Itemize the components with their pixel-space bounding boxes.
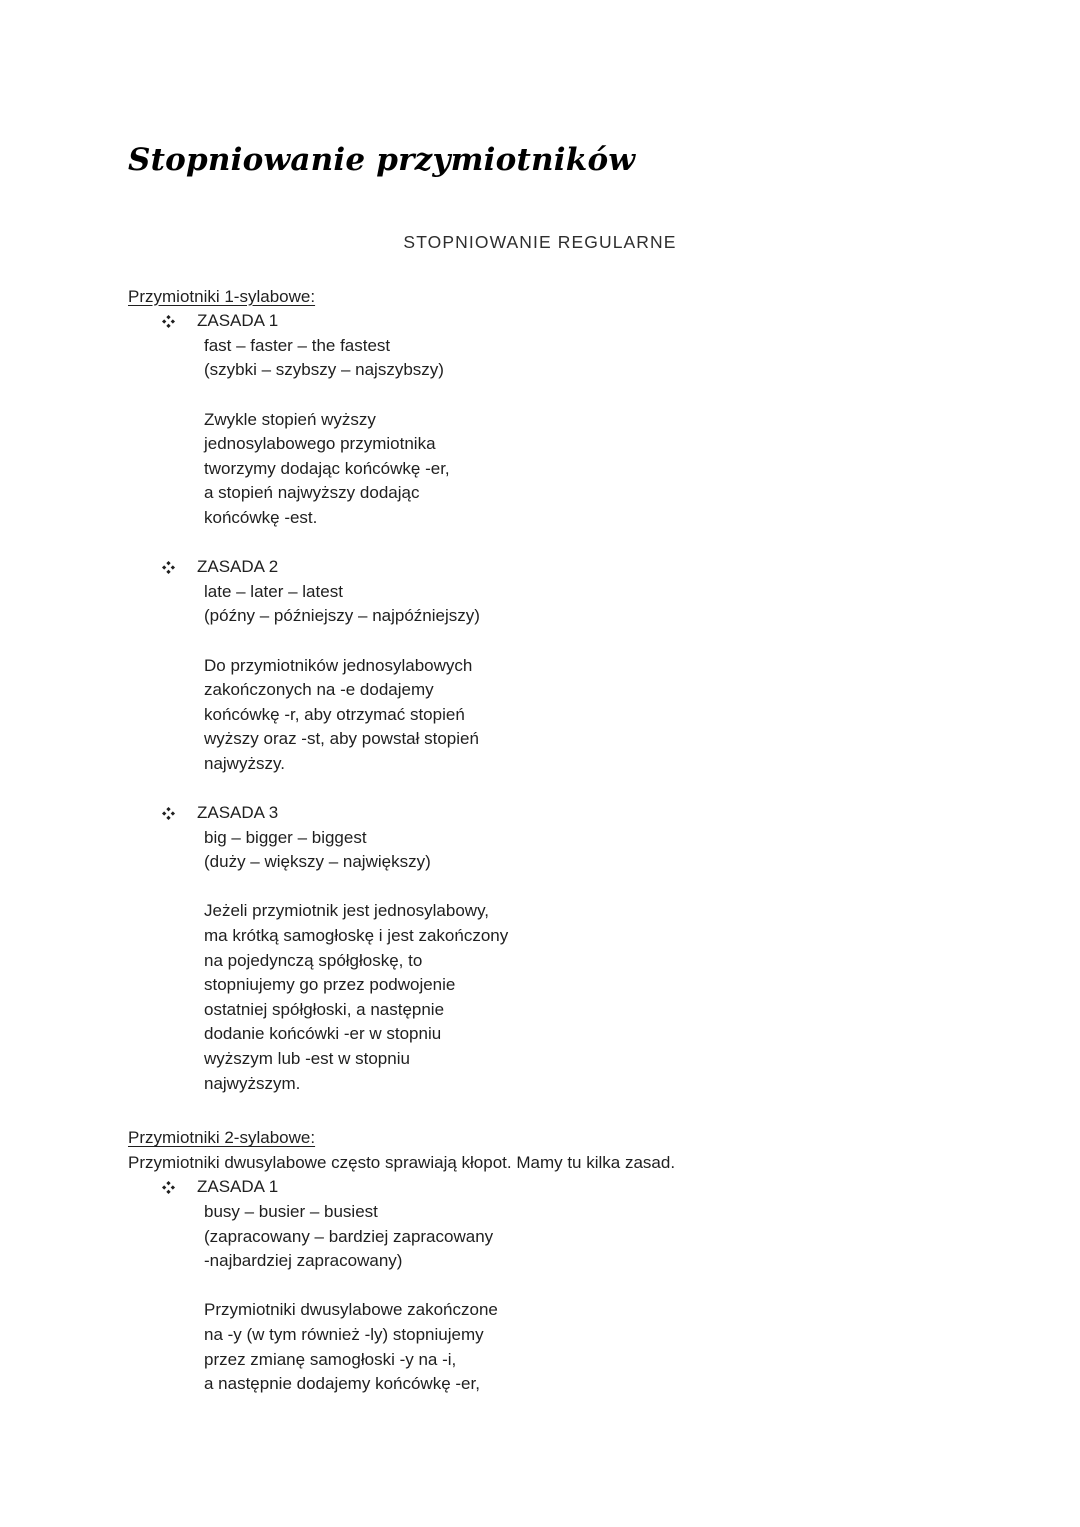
explanation-line: najwyższy. xyxy=(204,753,285,773)
rule-item xyxy=(128,1175,952,1396)
diamond-bullet-icon xyxy=(162,561,175,574)
rule-explanation xyxy=(128,1298,952,1396)
rule-item xyxy=(128,309,952,530)
explanation-line: Zwykle stopień wyższy xyxy=(204,409,376,429)
explanation-line: Przymiotniki dwusylabowe zakończone xyxy=(204,1300,498,1320)
section-2-heading: Przymiotniki 2-sylabowe: xyxy=(128,1128,316,1148)
example-line: (duży – większy – największy) xyxy=(204,852,431,872)
explanation-line: najwyższym. xyxy=(204,1073,301,1093)
explanation-line: ma krótką samogłoskę i jest zakończony xyxy=(204,926,509,946)
explanation-line: na -y (w tym również -ly) stopniujemy xyxy=(204,1324,484,1344)
section-2-syllable xyxy=(128,1126,952,1397)
diamond-bullet-icon xyxy=(162,1181,175,1194)
rule-explanation xyxy=(128,654,952,777)
rule-example xyxy=(128,1200,952,1274)
section-2-intro: Przymiotniki dwusylabowe często sprawiają kłopot. Mamy tu kilka zasad. xyxy=(128,1152,676,1172)
example-line: -najbardziej zapracowany) xyxy=(204,1251,403,1271)
section-1-syllable xyxy=(128,285,952,1097)
explanation-line: przez zmianę samogłoski -y na -i, xyxy=(204,1349,457,1369)
rule-label: ZASADA 2 xyxy=(197,557,279,577)
page-title: Stopniowanie przymiotników xyxy=(128,142,636,178)
explanation-line: końcówkę -r, aby otrzymać stopień xyxy=(204,704,465,724)
explanation-line: ostatniej spółgłoski, a następnie xyxy=(204,999,445,1019)
rule-label: ZASADA 1 xyxy=(197,1177,279,1197)
explanation-line: a stopień najwyższy dodając xyxy=(204,483,420,503)
example-line: (szybki – szybszy – najszybszy) xyxy=(204,360,444,380)
example-line: late – later – latest xyxy=(204,581,343,601)
example-line: busy – busier – busiest xyxy=(204,1201,378,1221)
rule-label: ZASADA 1 xyxy=(197,311,279,331)
explanation-line: Jeżeli przymiotnik jest jednosylabowy, xyxy=(204,901,490,921)
rule-example xyxy=(128,580,952,629)
explanation-line: jednosylabowego przymiotnika xyxy=(204,434,436,454)
centered-heading: STOPNIOWANIE REGULARNE xyxy=(403,232,677,252)
rule-item xyxy=(128,801,952,1096)
rule-item xyxy=(128,555,952,776)
diamond-bullet-icon xyxy=(162,315,175,328)
rule-explanation xyxy=(128,408,952,531)
rule-head xyxy=(128,555,952,580)
explanation-line: Do przymiotników jednosylabowych xyxy=(204,655,473,675)
rule-head xyxy=(128,801,952,826)
section-1-heading: Przymiotniki 1-sylabowe: xyxy=(128,286,316,306)
explanation-line: dodanie końcówki -er w stopniu xyxy=(204,1024,442,1044)
rule-head xyxy=(128,309,952,334)
explanation-line: stopniujemy go przez podwojenie xyxy=(204,975,456,995)
explanation-line: wyższym lub -est w stopniu xyxy=(204,1049,410,1068)
rule-explanation xyxy=(128,899,952,1096)
explanation-line: wyższy oraz -st, aby powstał stopień xyxy=(204,729,479,749)
example-line: (zapracowany – bardziej zapracowany xyxy=(204,1226,494,1246)
diamond-bullet-icon xyxy=(162,807,175,820)
rule-example xyxy=(128,334,952,383)
example-line: big – bigger – biggest xyxy=(204,827,367,847)
rule-example xyxy=(128,826,952,875)
example-line: (późny – późniejszy – najpóźniejszy) xyxy=(204,606,480,626)
rule-head xyxy=(128,1175,952,1200)
explanation-line: końcówkę -est. xyxy=(204,507,318,527)
example-line: fast – faster – the fastest xyxy=(204,335,391,355)
explanation-line: na pojedynczą spółgłoskę, to xyxy=(204,950,423,970)
explanation-line: zakończonych na -e dodajemy xyxy=(204,680,434,700)
explanation-line: a następnie dodajemy końcówkę -er, xyxy=(204,1374,480,1394)
explanation-line: tworzymy dodając końcówkę -er, xyxy=(204,458,450,478)
rule-label: ZASADA 3 xyxy=(197,803,279,823)
